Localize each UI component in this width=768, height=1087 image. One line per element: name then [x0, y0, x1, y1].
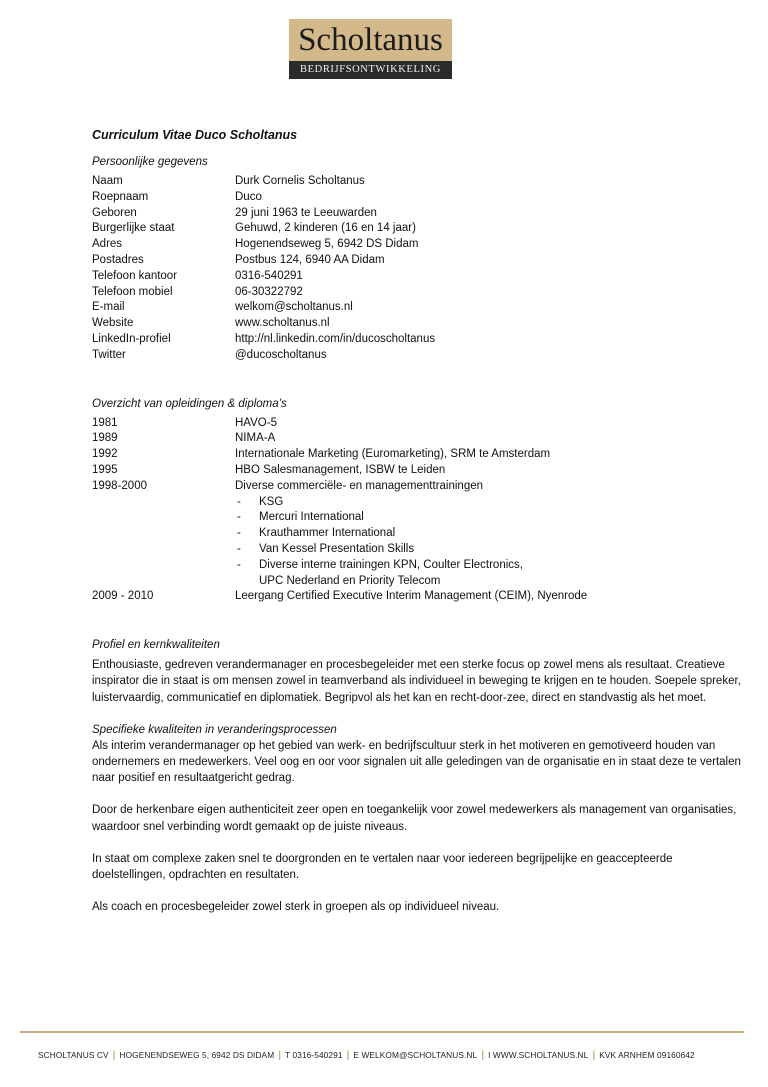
row-value: 06-30322792 — [235, 285, 303, 298]
table-row — [92, 431, 742, 447]
footer-separator: | — [481, 1050, 485, 1061]
company-logo — [289, 19, 452, 79]
row-label: E-mail — [92, 301, 125, 314]
row-value: NIMA-A — [235, 432, 276, 445]
row-value: Gehuwd, 2 kinderen (16 en 14 jaar) — [235, 222, 416, 235]
table-row — [92, 416, 742, 432]
row-label: Postadres — [92, 253, 144, 266]
footer-divider — [20, 1031, 744, 1033]
row-label: 1992 — [92, 448, 118, 461]
list-item-continuation — [92, 574, 742, 590]
bullet-dash: - — [237, 527, 241, 540]
row-label: Twitter — [92, 348, 126, 361]
row-value: HBO Salesmanagement, ISBW te Leiden — [235, 463, 446, 476]
logo-name: Scholtanus — [289, 19, 452, 61]
linkedin-value[interactable]: http://nl.linkedin.com/in/ducoscholtanus — [235, 332, 436, 345]
table-row — [92, 447, 742, 463]
bullet-dash: - — [237, 511, 241, 524]
table-row — [92, 300, 742, 316]
row-value: Internationale Marketing (Euromarketing), SRM te Amsterdam — [235, 448, 551, 461]
training-name: Diverse interne trainingen KPN, Coulter Electronics, — [259, 558, 523, 571]
education-table — [92, 416, 742, 606]
footer-separator: | — [346, 1050, 350, 1061]
table-row — [92, 589, 742, 605]
row-label: LinkedIn-profiel — [92, 332, 171, 345]
personal-table — [92, 174, 742, 364]
cv-content — [92, 128, 742, 915]
footer-item[interactable]: E WELKOM@SCHOLTANUS.NL — [353, 1050, 478, 1060]
footer-item: HOGENENDSEWEG 5, 6942 DS DIDAM — [119, 1050, 275, 1060]
table-row — [92, 174, 742, 190]
row-label: Adres — [92, 238, 123, 251]
row-label: Website — [92, 317, 134, 330]
list-item — [92, 495, 742, 511]
training-continuation: UPC Nederland en Priority Telecom — [259, 574, 441, 587]
row-label: Naam — [92, 175, 123, 187]
table-row — [92, 221, 742, 237]
training-name: Mercuri International — [259, 511, 364, 524]
row-label: 1989 — [92, 432, 118, 445]
table-row — [92, 463, 742, 479]
website-value[interactable]: www.scholtanus.nl — [235, 317, 330, 330]
training-name: KSG — [259, 495, 284, 508]
table-row — [92, 285, 742, 301]
qualities-paragraph: Als interim verandermanager op het gebied van werk- en bedrijfscultuur sterk in het motiveren en gemotiveerd houden van ondernemers en medewerkers. Veel oog en oor voor signalen uit alle geledingen van de organisatie en in staat deze te vertalen naar positief en resultaatgericht gedrag. — [92, 739, 741, 785]
qualities-paragraph: In staat om complexe zaken snel te doorgronden en te vertalen naar voor iedereen begrijpelijke en geaccepteerde doelstellingen, opdrachten en resultaten. — [92, 852, 673, 881]
qualities-heading: Specifieke kwaliteiten in veranderingsprocessen — [92, 723, 337, 736]
list-item — [92, 510, 742, 526]
footer — [38, 1050, 748, 1061]
row-label: Geboren — [92, 206, 137, 219]
list-item — [92, 542, 742, 558]
bullet-dash: - — [237, 542, 241, 555]
email-value[interactable]: welkom@scholtanus.nl — [235, 301, 353, 314]
education-heading: Overzicht van opleidingen & diploma’s — [92, 397, 287, 410]
table-row — [92, 269, 742, 285]
row-label: Telefoon kantoor — [92, 269, 178, 282]
table-row — [92, 237, 742, 253]
logo-tagline: BEDRIJFSONTWIKKELING — [289, 61, 452, 79]
footer-item[interactable]: I WWW.SCHOLTANUS.NL — [488, 1050, 589, 1060]
training-name: Krauthammer International — [259, 527, 396, 540]
table-row — [92, 479, 742, 495]
table-row — [92, 332, 742, 348]
qualities-paragraph: Als coach en procesbegeleider zowel sterk in groepen als op individueel niveau. — [92, 901, 500, 914]
bullet-dash: - — [237, 558, 241, 571]
footer-item: SCHOLTANUS CV — [38, 1050, 109, 1060]
table-row — [92, 206, 742, 222]
footer-separator: | — [112, 1050, 116, 1061]
table-row — [92, 253, 742, 269]
row-value: Postbus 124, 6940 AA Didam — [235, 253, 385, 266]
table-row — [92, 190, 742, 206]
profile-text: Enthousiaste, gedreven verandermanager en procesbegeleider met een sterke focus op zowel mens als resultaat. Creatieve inspirator die in staat is om mensen zowel in teamverband als individueel in beweging te krijgen en te houden. Soepele spreker, luistervaardig, communicatief en diplomatiek. Begripvol als het kan en recht-door-zee, direct en standvastig als het moet. — [92, 659, 741, 704]
row-value: HAVO-5 — [235, 416, 277, 429]
row-value: Leergang Certified Executive Interim Management (CEIM), Nyenrode — [235, 590, 588, 603]
footer-separator: | — [592, 1050, 596, 1061]
row-label: Burgerlijke staat — [92, 222, 175, 235]
training-name: Van Kessel Presentation Skills — [259, 542, 415, 555]
qualities-paragraph: Door de herkenbare eigen authenticiteit zeer open en toegankelijk voor zowel medewerkers als management van organisaties, waardoor snel verbinding wordt gemaakt op de juiste niveaus. — [92, 804, 737, 833]
list-item — [92, 558, 742, 574]
twitter-value: @ducoscholtanus — [235, 348, 327, 361]
row-label: Telefoon mobiel — [92, 285, 173, 298]
row-label: 1995 — [92, 463, 118, 476]
footer-item: T 0316-540291 — [285, 1050, 343, 1060]
table-row — [92, 316, 742, 332]
row-value: Duco — [235, 190, 262, 203]
bullet-dash: - — [237, 495, 241, 508]
row-value: Hogenendseweg 5, 6942 DS Didam — [235, 238, 419, 251]
footer-separator: | — [278, 1050, 282, 1061]
footer-item: KVK ARNHEM 09160642 — [599, 1050, 695, 1060]
row-value: Durk Cornelis Scholtanus — [235, 175, 365, 187]
row-label: Roepnaam — [92, 190, 149, 203]
row-value: 29 juni 1963 te Leeuwarden — [235, 206, 377, 219]
row-label: 1998-2000 — [92, 479, 147, 492]
row-label: 1981 — [92, 416, 118, 429]
personal-heading: Persoonlijke gegevens — [92, 156, 208, 168]
profile-heading: Profiel en kernkwaliteiten — [92, 639, 220, 652]
page-title: Curriculum Vitae Duco Scholtanus — [92, 128, 298, 142]
list-item — [92, 526, 742, 542]
row-value: 0316-540291 — [235, 269, 303, 282]
row-label: 2009 - 2010 — [92, 590, 154, 603]
row-value: Diverse commerciële- en managementtrainingen — [235, 479, 484, 492]
table-row — [92, 348, 742, 364]
